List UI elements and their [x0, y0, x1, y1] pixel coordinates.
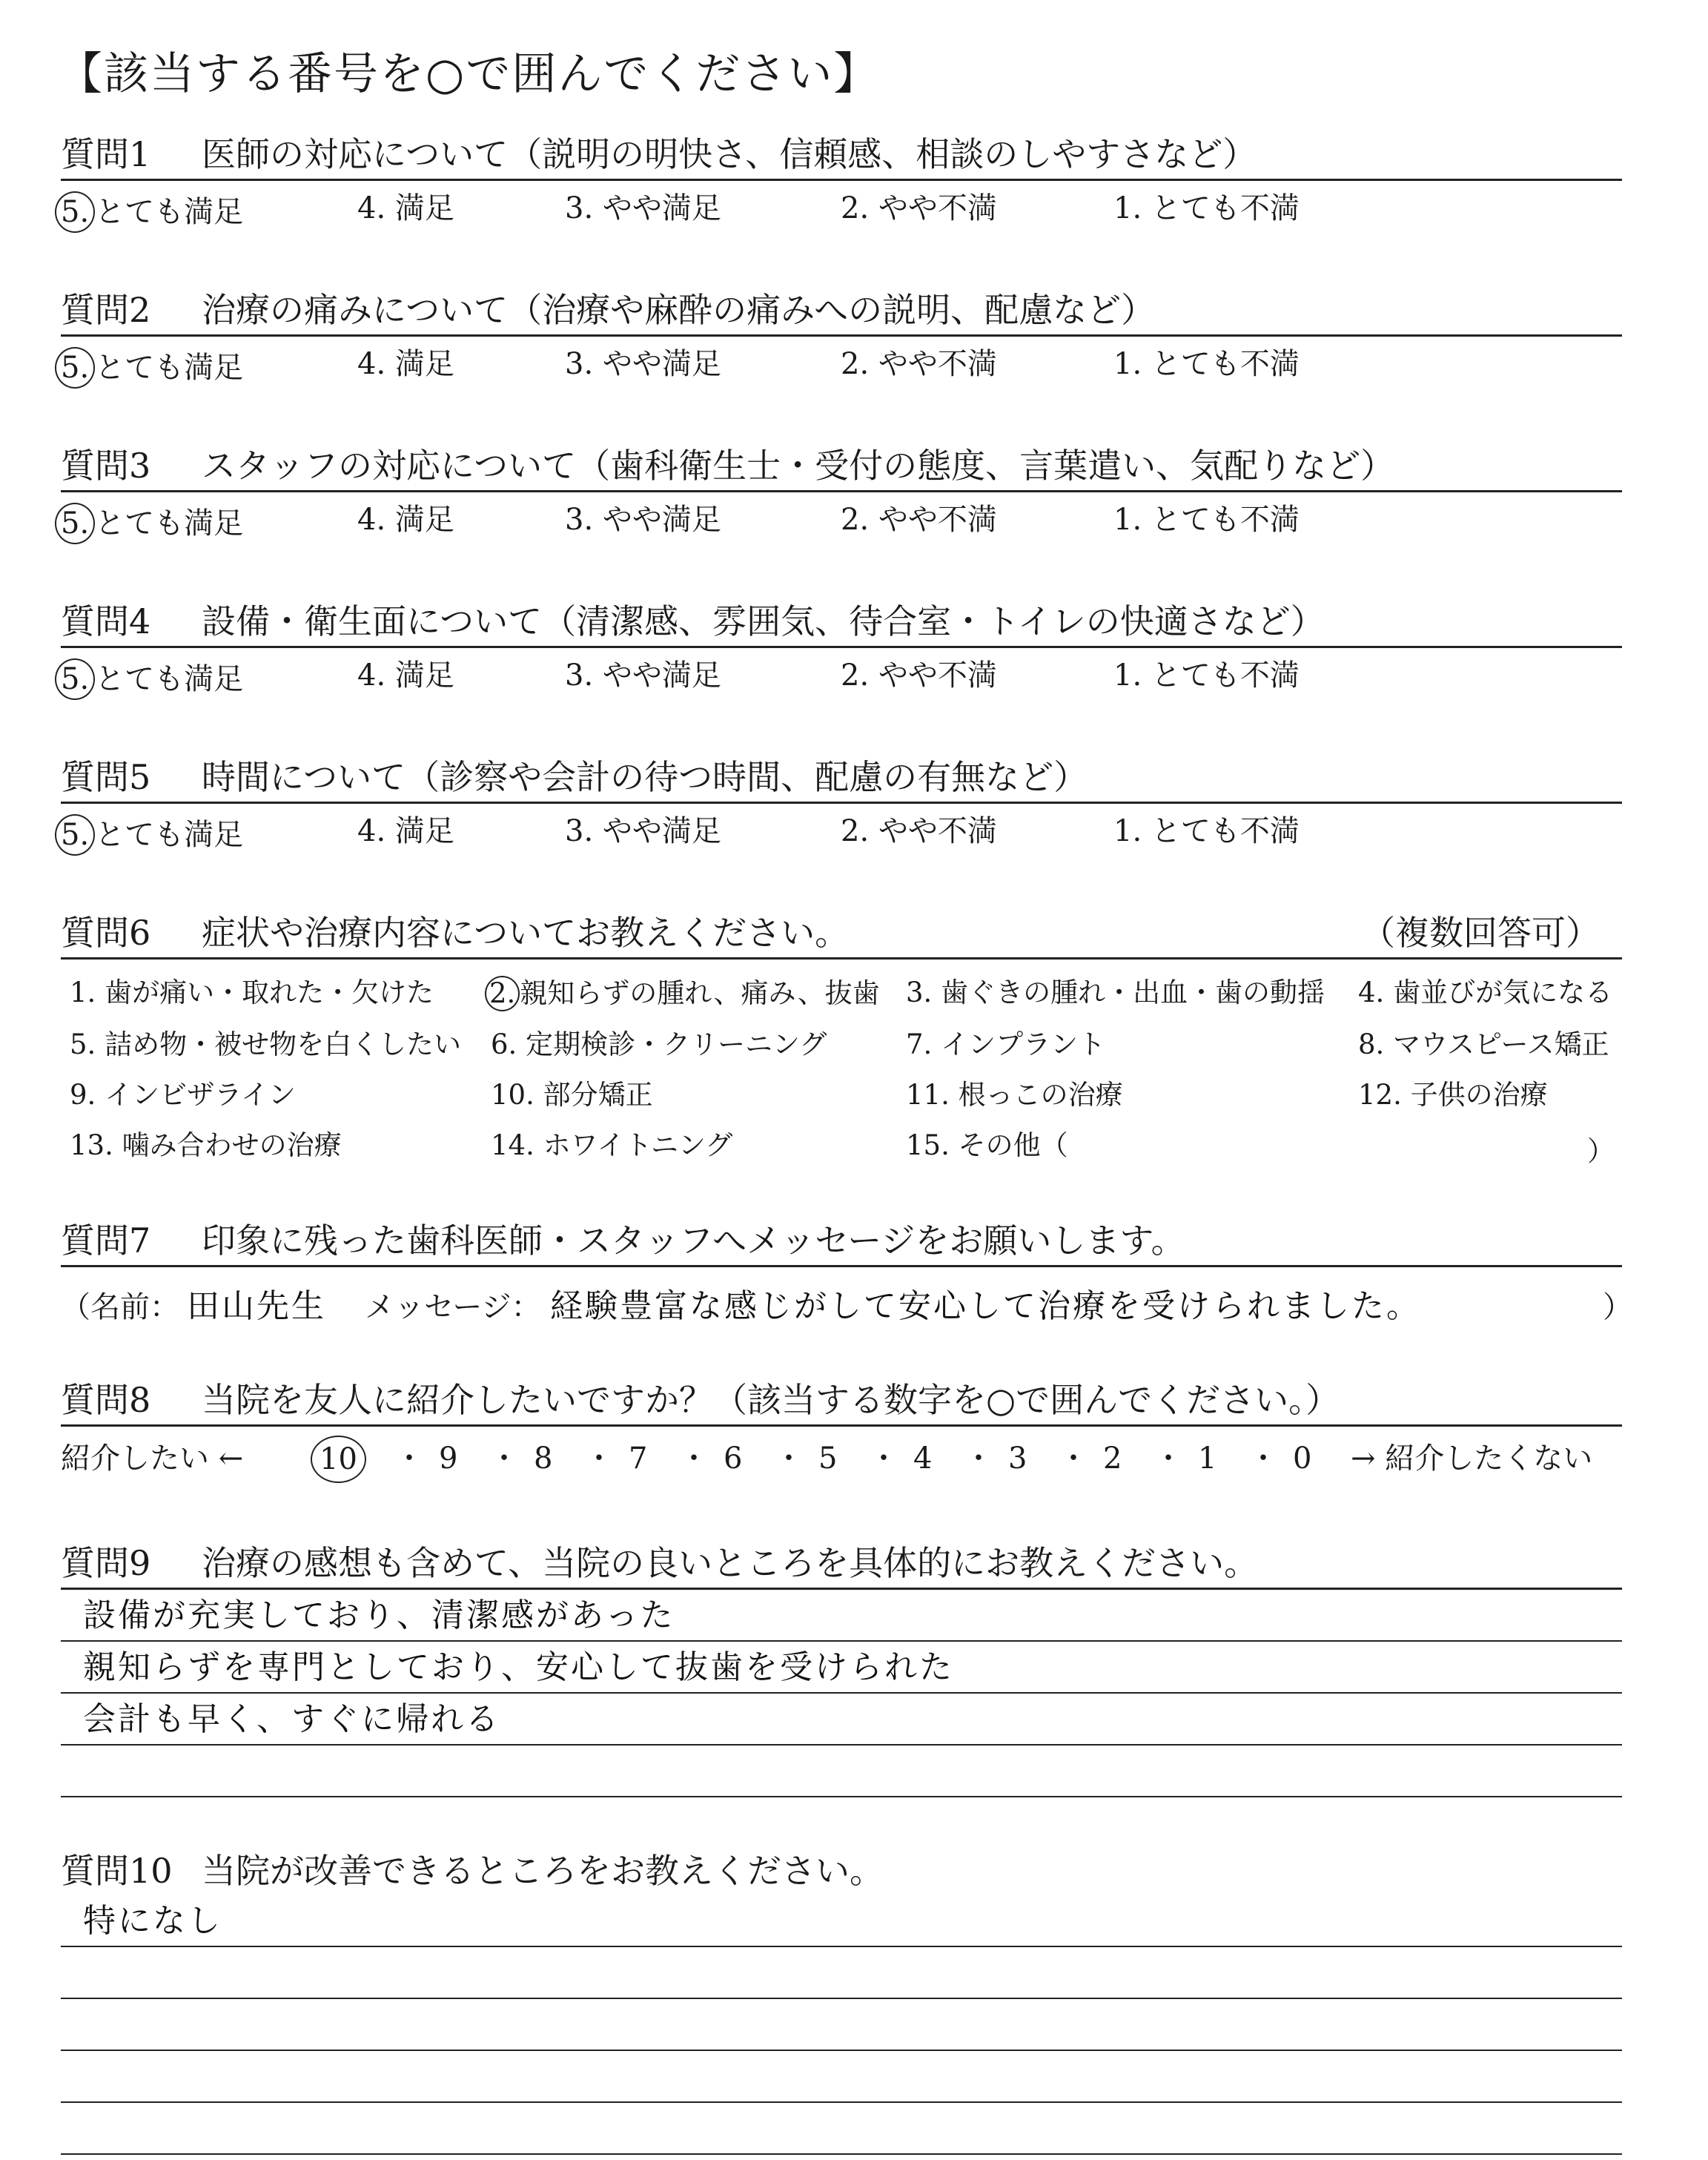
handwritten-answer: 特になし	[83, 1902, 222, 1940]
question-header	[61, 908, 1622, 960]
question-header	[61, 441, 1622, 492]
scale-option-2[interactable]: 2	[1103, 1441, 1122, 1476]
question-5	[61, 753, 1622, 856]
question-9	[61, 1539, 1622, 1797]
other-close-paren: ）	[1587, 1135, 1615, 1167]
scale-option-5[interactable]: 5	[818, 1441, 838, 1476]
treatment-option-14[interactable]: 14. ホワイトニング	[491, 1129, 733, 1161]
question-6	[61, 908, 1622, 1204]
question-number: 質問10	[61, 1851, 173, 1891]
scale-option-6[interactable]: 6	[724, 1441, 743, 1476]
question-text: 症状や治療内容についてお教えください。	[202, 913, 850, 953]
option-5[interactable]	[61, 814, 243, 856]
message-field[interactable]: 経験豊富な感じがして安心して治療を受けられました。	[550, 1287, 1421, 1325]
option-2[interactable]: 2. やや不満	[841, 191, 997, 225]
question-number: 質問6	[61, 913, 151, 953]
treatment-options	[61, 960, 1622, 1204]
treatment-option-12[interactable]: 12. 子供の治療	[1358, 1079, 1548, 1111]
question-number: 質問9	[61, 1543, 151, 1583]
scale-separator: ・	[584, 1441, 614, 1476]
question-header	[61, 597, 1622, 648]
question-number: 質問5	[61, 757, 151, 797]
rating-options	[61, 492, 1622, 544]
page-title: 【該当する番号を○で囲んでください】	[58, 48, 880, 100]
scale-option-0[interactable]: 0	[1293, 1441, 1312, 1476]
question-header	[61, 285, 1622, 337]
multiple-answer-note: （複数回答可）	[1361, 913, 1600, 953]
scale-separator: ・	[1059, 1441, 1088, 1476]
option-label: とても満足	[95, 506, 244, 541]
treatment-option-10[interactable]: 10. 部分矯正	[491, 1079, 653, 1111]
question-text: スタッフの対応について（歯科衛生士・受付の態度、言葉遣い、気配りなど）	[202, 446, 1395, 486]
handwritten-answer: 会計も早く、すぐに帰れる	[83, 1700, 501, 1738]
scale-option-7[interactable]: 7	[629, 1441, 648, 1476]
question-text: 当院が改善できるところをお教えください。	[202, 1851, 884, 1891]
question-number: 質問2	[61, 290, 151, 330]
question-number: 質問1	[61, 134, 151, 174]
question-header	[61, 753, 1622, 804]
question-number: 質問4	[61, 601, 151, 641]
answer-line[interactable]	[61, 1694, 1622, 1745]
question-7	[61, 1216, 1632, 1334]
treatment-option-5[interactable]: 5. 詰め物・被せ物を白くしたい	[70, 1028, 462, 1060]
option-3[interactable]: 3. やや満足	[565, 814, 721, 848]
option-2[interactable]: 2. やや不満	[841, 658, 997, 693]
option-label: とても満足	[95, 662, 244, 696]
treatment-option-1[interactable]: 1. 歯が痛い・取れた・欠けた	[70, 977, 434, 1008]
option-4[interactable]: 4. 満足	[357, 347, 454, 381]
scale-separator: ・	[679, 1441, 709, 1476]
rating-options	[61, 648, 1622, 700]
treatment-option-6[interactable]: 6. 定期検診・クリーニング	[491, 1028, 827, 1060]
handwritten-answer: 親知らずを専門としており、安心して抜歯を受けられた	[83, 1648, 954, 1686]
option-3[interactable]: 3. やや満足	[565, 347, 721, 381]
option-2[interactable]: 2. やや不満	[841, 814, 997, 848]
treatment-option-9[interactable]: 9. インビザライン	[70, 1079, 296, 1111]
question-number: 質問3	[61, 446, 151, 486]
option-4[interactable]: 4. 満足	[357, 658, 454, 693]
scale-option-10[interactable]: 10	[311, 1436, 366, 1483]
question-header	[61, 130, 1622, 181]
question-number: 質問7	[61, 1221, 151, 1261]
scale-separator: ・	[964, 1441, 993, 1476]
question-header	[61, 1375, 1622, 1427]
scale-option-3[interactable]: 3	[1008, 1441, 1027, 1476]
scale-option-8[interactable]: 8	[534, 1441, 553, 1476]
option-1[interactable]: 1. とても不満	[1113, 814, 1300, 848]
question-2	[61, 285, 1622, 389]
treatment-option-11[interactable]: 11. 根っこの治療	[906, 1079, 1123, 1111]
question-8	[61, 1375, 1622, 1486]
question-text: 印象に残った歯科医師・スタッフへメッセージをお願いします。	[202, 1221, 1185, 1261]
answer-line[interactable]	[61, 1745, 1622, 1797]
scale-left-label: 紹介したい ←	[61, 1441, 244, 1476]
question-text: 当院を友人に紹介したいですか？（該当する数字を○で囲んでください。）	[202, 1380, 1340, 1420]
treatment-option-7[interactable]: 7. インプラント	[906, 1028, 1106, 1060]
selected-circle: 2.	[485, 976, 520, 1011]
scale-option-1[interactable]: 1	[1198, 1441, 1217, 1476]
message-close-paren: ）	[1603, 1290, 1632, 1324]
answer-line[interactable]	[61, 1590, 1622, 1642]
selected-circle: 5.	[55, 503, 95, 544]
scale-separator: ・	[1248, 1441, 1278, 1476]
scale-separator: ・	[394, 1441, 424, 1476]
answer-lines[interactable]	[61, 1590, 1622, 1797]
option-5[interactable]	[61, 347, 243, 389]
option-5[interactable]	[61, 503, 243, 544]
treatment-option-8[interactable]: 8. マウスピース矯正	[1358, 1028, 1609, 1060]
answer-line[interactable]	[61, 1947, 1622, 1999]
option-1[interactable]: 1. とても不満	[1113, 658, 1300, 693]
scale-option-9[interactable]: 9	[439, 1441, 458, 1476]
selected-circle: 5.	[55, 191, 95, 233]
question-3	[61, 441, 1622, 544]
option-1[interactable]: 1. とても不満	[1113, 347, 1300, 381]
treatment-option-15[interactable]: 15. その他（	[906, 1129, 1068, 1161]
scale-separator: ・	[1153, 1441, 1183, 1476]
option-4[interactable]: 4. 満足	[357, 503, 454, 537]
question-text: 設備・衛生面について（清潔感、雰囲気、待合室・トイレの快適さなど）	[202, 601, 1325, 641]
selected-circle: 5.	[55, 347, 95, 389]
message-label: メッセージ：	[365, 1290, 541, 1324]
selected-circle: 5.	[55, 814, 95, 856]
option-2[interactable]: 2. やや不満	[841, 503, 997, 537]
option-4[interactable]: 4. 満足	[357, 814, 454, 848]
option-3[interactable]: 3. やや満足	[565, 191, 721, 225]
option-label: とても満足	[95, 818, 244, 852]
handwritten-answer: 設備が充実しており、清潔感があった	[83, 1596, 675, 1634]
answer-lines[interactable]	[61, 1895, 1622, 2155]
question-header	[61, 1539, 1622, 1590]
question-10	[61, 1846, 1622, 2155]
rating-options	[61, 337, 1622, 389]
option-label: とても満足	[95, 195, 244, 229]
question-header	[61, 1846, 1622, 1895]
treatment-option-2-label: 親知らずの腫れ、痛み、抜歯	[520, 977, 880, 1009]
question-text: 医師の対応について（説明の明快さ、信頼感、相談のしやすさなど）	[202, 134, 1257, 174]
option-5[interactable]	[61, 658, 243, 700]
option-3[interactable]: 3. やや満足	[565, 503, 721, 537]
scale-option-4[interactable]: 4	[913, 1441, 933, 1476]
treatment-option-3[interactable]: 3. 歯ぐきの腫れ・出血・歯の動揺	[906, 977, 1325, 1008]
treatment-option-2[interactable]	[491, 976, 880, 1011]
scale-separator: ・	[489, 1441, 519, 1476]
recommend-scale	[61, 1427, 1622, 1486]
answer-line[interactable]	[61, 2103, 1622, 2155]
option-1[interactable]: 1. とても不満	[1113, 503, 1300, 537]
option-4[interactable]: 4. 満足	[357, 191, 454, 225]
answer-line[interactable]	[61, 1999, 1622, 2051]
answer-line[interactable]	[61, 1642, 1622, 1694]
question-1	[61, 130, 1622, 233]
rating-options	[61, 181, 1622, 233]
option-3[interactable]: 3. やや満足	[565, 658, 721, 693]
answer-line[interactable]	[61, 1895, 1622, 1947]
selected-circle: 5.	[55, 658, 95, 700]
answer-line[interactable]	[61, 2051, 1622, 2103]
scale-separator: ・	[774, 1441, 804, 1476]
option-1[interactable]: 1. とても不満	[1113, 191, 1300, 225]
question-text: 治療の感想も含めて、当院の良いところを具体的にお教えください。	[202, 1543, 1259, 1583]
treatment-option-4[interactable]: 4. 歯並びが気になる	[1358, 977, 1613, 1008]
message-line	[61, 1267, 1632, 1334]
question-4	[61, 597, 1622, 700]
rating-options	[61, 804, 1622, 856]
option-label: とても満足	[95, 351, 244, 385]
treatment-option-13[interactable]: 13. 噛み合わせの治療	[70, 1129, 342, 1161]
question-number: 質問8	[61, 1380, 151, 1420]
question-header	[61, 1216, 1622, 1267]
question-text: 治療の痛みについて（治療や麻酔の痛みへの説明、配慮など）	[202, 290, 1156, 330]
option-5[interactable]	[61, 191, 243, 233]
question-text: 時間について（診察や会計の待つ時間、配慮の有無など）	[202, 757, 1088, 797]
scale-separator: ・	[869, 1441, 898, 1476]
name-field[interactable]: 田山先生	[187, 1287, 326, 1325]
scale-right-label: → 紹介したくない	[1351, 1441, 1593, 1476]
option-2[interactable]: 2. やや不満	[841, 347, 997, 381]
name-label: （名前：	[61, 1290, 179, 1324]
